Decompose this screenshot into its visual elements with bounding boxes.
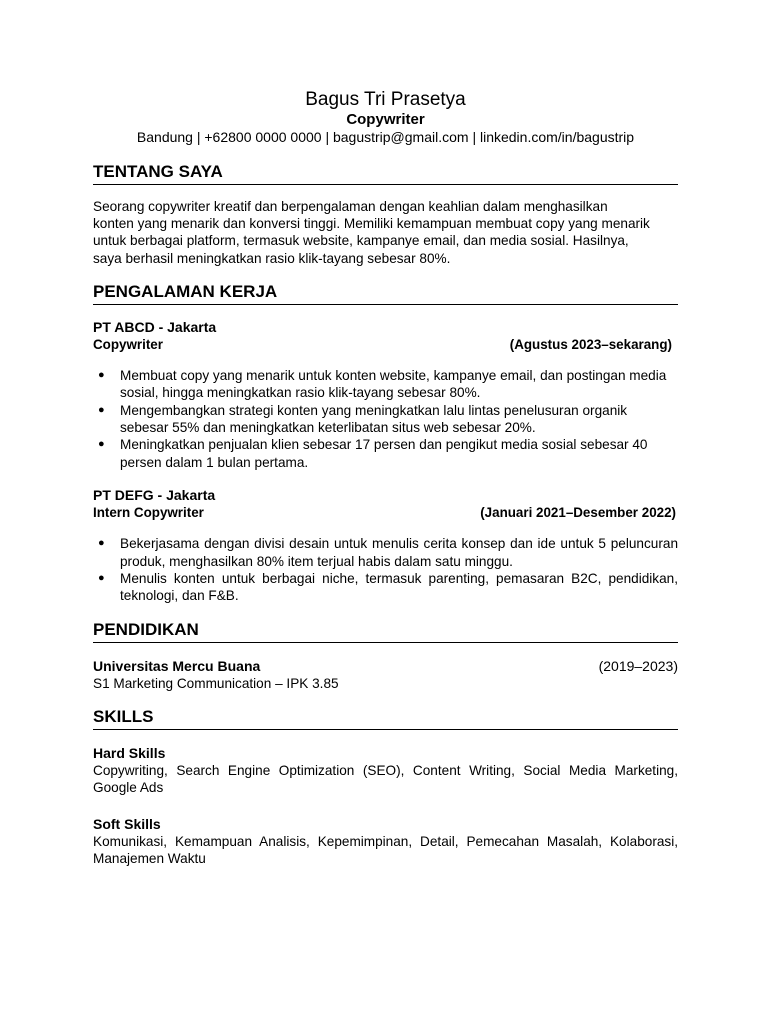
bullet-icon: ● bbox=[98, 368, 105, 381]
job-subheader bbox=[93, 504, 678, 521]
education-entry bbox=[93, 658, 678, 692]
about-line: saya berhasil meningkatkan rasio klik-tayang sebesar 80%. bbox=[93, 250, 451, 266]
job-bullets bbox=[93, 535, 678, 605]
hard-skills-title: Hard Skills bbox=[93, 744, 166, 761]
section-title-education: PENDIDIKAN bbox=[93, 620, 678, 643]
job-entry bbox=[93, 487, 678, 605]
job-bullets bbox=[93, 367, 678, 471]
bullet-icon: ● bbox=[98, 537, 105, 550]
soft-skills-block bbox=[93, 815, 678, 868]
hard-skills-text: Copywriting, Search Engine Optimization (SEO), Content Writing, Social Media Marketing, Google Ads bbox=[93, 762, 678, 796]
about-paragraph bbox=[93, 198, 653, 267]
about-line: konten yang menarik dan konversi tinggi. Memiliki kemampuan membuat copy yang menarik bbox=[93, 216, 650, 232]
job-company: PT DEFG - Jakarta bbox=[93, 487, 216, 504]
list-item: ● Bekerjasama dengan divisi desain untuk menulis cerita konsep dan ide untuk 5 peluncuran produk, menghasilkan 80% item terjual habis dalam satu minggu. bbox=[98, 536, 678, 569]
list-item: ● Menulis konten untuk berbagai niche, termasuk parenting, pemasaran B2C, pendidikan, teknologi, dan F&B. bbox=[98, 571, 678, 604]
contact-line: Bandung | +62800 0000 0000 | bagustrip@gmail.com | linkedin.com/in/bagustrip bbox=[136, 129, 635, 145]
bullet-icon: ● bbox=[98, 572, 105, 585]
job-entry bbox=[93, 319, 678, 471]
section-title-skills: SKILLS bbox=[93, 707, 678, 730]
job-position: Copywriter bbox=[93, 336, 163, 352]
candidate-name: Bagus Tri Prasetya bbox=[305, 89, 466, 110]
bullet-icon: ● bbox=[98, 438, 105, 451]
list-item: ● Mengembangkan strategi konten yang meningkatkan lalu lintas penelusuran organik sebesar 55% dan meningkatkan keterlibatan situs web sebesar 20%. bbox=[98, 402, 628, 436]
list-item: ● Meningkatkan penjualan klien sebesar 17 persen dan pengikut media sosial sebesar 40 persen dalam 1 bulan pertama. bbox=[98, 437, 648, 470]
education-row bbox=[93, 658, 678, 675]
soft-skills-text: Komunikasi, Kemampuan Analisis, Kepemimpinan, Detail, Pemecahan Masalah, Kolaborasi, Manajemen Waktu bbox=[93, 833, 678, 867]
candidate-role: Copywriter bbox=[346, 111, 425, 128]
bullet-icon: ● bbox=[98, 403, 105, 416]
resume-page bbox=[93, 86, 678, 868]
job-position: Intern Copywriter bbox=[93, 505, 204, 521]
section-title-about: TENTANG SAYA bbox=[93, 162, 678, 185]
resume-header bbox=[93, 88, 678, 146]
hard-skills-block bbox=[93, 744, 678, 797]
about-line: Seorang copywriter kreatif dan berpengalaman dengan keahlian dalam menghasilkan bbox=[93, 199, 608, 214]
section-title-experience: PENGALAMAN KERJA bbox=[93, 282, 678, 305]
job-subheader bbox=[93, 336, 678, 353]
education-degree: S1 Marketing Communication – IPK 3.85 bbox=[93, 675, 339, 691]
about-line: untuk berbagai platform, termasuk website, kampanye email, dan media sosial. Hasilnya, bbox=[93, 233, 629, 249]
job-period: (Januari 2021–Desember 2022) bbox=[480, 505, 676, 521]
education-period: (2019–2023) bbox=[598, 657, 678, 674]
job-company: PT ABCD - Jakarta bbox=[93, 318, 217, 335]
job-period: (Agustus 2023–sekarang) bbox=[509, 336, 672, 352]
list-item: ● Membuat copy yang menarik untuk konten website, kampanye email, dan postingan media sosial, hingga meningkatkan rasio klik-tayang sebesar 80%. bbox=[98, 367, 667, 401]
soft-skills-title: Soft Skills bbox=[93, 815, 161, 832]
school-name: Universitas Mercu Buana bbox=[93, 657, 261, 674]
